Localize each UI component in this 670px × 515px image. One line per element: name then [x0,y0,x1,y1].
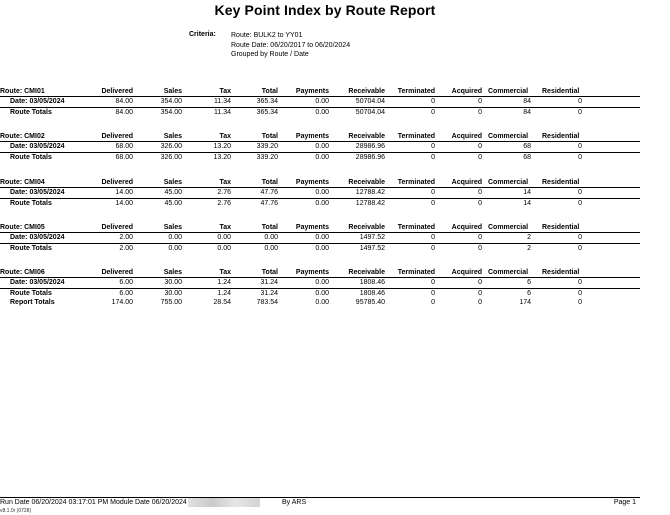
cell-residential: 0 [578,279,582,286]
cell-tax: 0.00 [217,245,231,252]
cell-acquired: 0 [478,189,482,196]
cell-acquired: 0 [478,200,482,207]
cell-delivered: 84.00 [115,109,133,116]
date-row [0,142,640,152]
header-tax: Tax [219,133,231,140]
cell-sales: 326.00 [160,154,182,161]
header-terminated: Terminated [397,224,435,231]
header-payments: Payments [295,88,329,95]
header-total: Total [261,88,278,95]
route-totals-row-label: Route Totals [10,109,52,116]
header-receivable: Receivable [348,179,385,186]
cell-acquired: 0 [478,109,482,116]
cell-delivered: 14.00 [115,200,133,207]
header-acquired: Acquired [451,133,482,140]
route-header-row-label: Route: CMI01 [0,88,45,95]
cell-tax: 11.34 [214,98,231,105]
cell-payments: 0.00 [315,234,329,241]
cell-payments: 0.00 [315,154,329,161]
header-residential: Residential [542,133,580,140]
cell-tax: 1.24 [217,290,231,297]
date-row [0,188,640,198]
cell-sales: 45.00 [164,189,182,196]
cell-delivered: 6.00 [119,290,133,297]
header-payments: Payments [295,133,329,140]
cell-acquired: 0 [478,290,482,297]
date-row-label: Date: 03/05/2024 [10,234,65,241]
date-row [0,97,640,107]
route-totals-row [0,243,640,253]
cell-tax: 0.00 [217,234,231,241]
route-block [0,132,640,162]
criteria-details [231,31,350,60]
header-delivered: Delivered [101,179,133,186]
header-tax: Tax [219,88,231,95]
header-sales: Sales [163,88,182,95]
route-header-row [0,268,640,278]
header-acquired: Acquired [451,179,482,186]
route-block [0,223,640,253]
cell-commercial: 14 [523,200,531,207]
cell-commercial: 2 [527,245,531,252]
route-block [0,268,640,308]
cell-receivable: 1808.46 [359,290,385,297]
cell-receivable: 12788.42 [355,200,385,207]
cell-sales: 0.00 [168,245,182,252]
cell-commercial: 84 [523,109,531,116]
cell-residential: 0 [578,154,582,161]
cell-total: 47.76 [260,200,278,207]
cell-receivable: 28986.96 [355,143,385,150]
cell-tax: 1.24 [217,279,231,286]
route-totals-row [0,198,640,208]
cell-total: 31.24 [260,279,278,286]
header-total: Total [261,179,278,186]
cell-total: 0.00 [264,245,278,252]
header-acquired: Acquired [451,88,482,95]
cell-sales: 354.00 [160,109,182,116]
cell-total: 0.00 [264,234,278,241]
cell-terminated: 0 [431,299,435,306]
redacted-text [188,498,260,507]
cell-total: 339.20 [256,154,278,161]
route-totals-row-label: Route Totals [10,154,52,161]
cell-sales: 354.00 [160,98,182,105]
route-header-row-label: Route: CMI06 [0,269,45,276]
cell-receivable: 95785.40 [355,299,385,306]
page-number: Page 1 [613,499,636,506]
cell-acquired: 0 [478,279,482,286]
cell-tax: 2.76 [217,200,231,207]
cell-delivered: 2.00 [119,234,133,241]
header-terminated: Terminated [397,179,435,186]
header-commercial: Commercial [488,133,529,140]
run-by: By ARS [282,499,307,506]
cell-terminated: 0 [431,143,435,150]
header-tax: Tax [219,224,231,231]
cell-acquired: 0 [478,234,482,241]
header-total: Total [261,224,278,231]
route-totals-row [0,107,640,117]
cell-commercial: 6 [527,279,531,286]
cell-receivable: 50704.04 [355,98,385,105]
route-header-row-label: Route: CMI04 [0,179,45,186]
cell-sales: 30.00 [164,279,182,286]
header-tax: Tax [219,269,231,276]
criteria-route-date: Route Date: 06/20/2017 to 06/20/2024 [231,41,351,49]
cell-residential: 0 [578,234,582,241]
date-row [0,278,640,288]
cell-receivable: 1497.52 [359,245,385,252]
header-delivered: Delivered [101,224,133,231]
header-commercial: Commercial [488,179,529,186]
cell-commercial: 84 [523,98,531,105]
date-row-label: Date: 03/05/2024 [10,143,65,150]
cell-residential: 0 [578,245,582,252]
cell-payments: 0.00 [315,279,329,286]
cell-terminated: 0 [431,200,435,207]
header-receivable: Receivable [348,133,385,140]
header-commercial: Commercial [488,224,529,231]
cell-delivered: 68.00 [115,154,133,161]
route-header-row-label: Route: CMI05 [0,224,45,231]
header-payments: Payments [295,224,329,231]
cell-residential: 0 [578,299,582,306]
report-title: Key Point Index by Route Report [214,2,436,18]
header-terminated: Terminated [397,269,435,276]
route-header-row-label: Route: CMI02 [0,133,45,140]
cell-sales: 326.00 [160,143,182,150]
cell-commercial: 2 [527,234,531,241]
cell-acquired: 0 [478,245,482,252]
header-receivable: Receivable [348,269,385,276]
report-totals-row-label: Report Totals [10,299,55,306]
header-sales: Sales [163,133,182,140]
header-terminated: Terminated [397,88,435,95]
route-block [0,87,640,117]
cell-payments: 0.00 [315,143,329,150]
header-total: Total [261,269,278,276]
cell-payments: 0.00 [315,189,329,196]
header-acquired: Acquired [451,224,482,231]
cell-payments: 0.00 [315,245,329,252]
report-totals-row [0,298,640,308]
cell-terminated: 0 [431,98,435,105]
cell-residential: 0 [578,189,582,196]
cell-tax: 11.34 [214,109,231,116]
cell-delivered: 84.00 [115,98,133,105]
header-receivable: Receivable [348,88,385,95]
header-residential: Residential [542,179,580,186]
cell-terminated: 0 [431,189,435,196]
cell-residential: 0 [578,109,582,116]
cell-sales: 0.00 [168,234,182,241]
cell-sales: 755.00 [160,299,182,306]
cell-residential: 0 [578,98,582,105]
cell-terminated: 0 [431,109,435,116]
date-row-label: Date: 03/05/2024 [10,98,65,105]
cell-commercial: 14 [523,189,531,196]
route-totals-row-label: Route Totals [10,290,52,297]
cell-sales: 30.00 [164,290,182,297]
header-payments: Payments [295,269,329,276]
date-row-label: Date: 03/05/2024 [10,279,65,286]
report-footer [0,497,640,507]
header-terminated: Terminated [397,133,435,140]
criteria-route: Route: BULK2 to YY01 [231,32,303,39]
cell-residential: 0 [578,290,582,297]
date-row [0,233,640,243]
header-sales: Sales [163,269,182,276]
cell-terminated: 0 [431,290,435,297]
cell-acquired: 0 [478,143,482,150]
cell-delivered: 6.00 [119,279,133,286]
cell-receivable: 50704.04 [355,109,385,116]
route-header-row [0,132,640,142]
cell-receivable: 1808.46 [359,279,385,286]
cell-tax: 28.54 [213,299,231,306]
cell-terminated: 0 [431,234,435,241]
cell-receivable: 1497.52 [359,234,385,241]
cell-tax: 13.20 [213,154,231,161]
cell-total: 47.76 [260,189,278,196]
header-tax: Tax [219,179,231,186]
header-total: Total [261,133,278,140]
header-delivered: Delivered [101,88,133,95]
run-date: Run Date 06/20/2024 03:17:01 PM Module Date 06/20/2024 [0,499,187,506]
header-sales: Sales [163,224,182,231]
cell-commercial: 174 [519,299,531,306]
cell-payments: 0.00 [315,299,329,306]
cell-payments: 0.00 [315,290,329,297]
header-residential: Residential [542,269,580,276]
header-commercial: Commercial [488,269,529,276]
cell-total: 339.20 [256,143,278,150]
cell-payments: 0.00 [315,109,329,116]
cell-delivered: 2.00 [119,245,133,252]
cell-delivered: 14.00 [115,189,133,196]
cell-residential: 0 [578,200,582,207]
header-delivered: Delivered [101,269,133,276]
header-residential: Residential [542,224,580,231]
cell-delivered: 174.00 [111,299,133,306]
header-payments: Payments [295,179,329,186]
date-row-label: Date: 03/05/2024 [10,189,65,196]
cell-terminated: 0 [431,245,435,252]
header-sales: Sales [163,179,182,186]
header-acquired: Acquired [451,269,482,276]
cell-acquired: 0 [478,154,482,161]
route-totals-row [0,288,640,298]
route-header-row [0,223,640,233]
route-block [0,178,640,208]
cell-payments: 0.00 [315,98,329,105]
header-residential: Residential [542,88,580,95]
cell-total: 365.34 [256,109,278,116]
criteria-label: Criteria: [189,31,216,38]
cell-commercial: 6 [527,290,531,297]
cell-acquired: 0 [478,98,482,105]
cell-residential: 0 [578,143,582,150]
criteria-grouping: Grouped by Route / Date [231,51,309,58]
route-totals-row [0,152,640,162]
header-receivable: Receivable [348,224,385,231]
cell-sales: 45.00 [164,200,182,207]
cell-payments: 0.00 [315,200,329,207]
route-totals-row-label: Route Totals [10,245,52,252]
route-header-row [0,178,640,188]
header-delivered: Delivered [101,133,133,140]
cell-commercial: 68 [523,143,531,150]
cell-total: 783.54 [256,299,278,306]
cell-total: 31.24 [260,290,278,297]
cell-terminated: 0 [431,154,435,161]
version-label: v8.1.0r (0728) [0,508,32,514]
cell-tax: 2.76 [217,189,231,196]
header-commercial: Commercial [488,88,529,95]
cell-total: 365.34 [256,98,278,105]
cell-tax: 13.20 [213,143,231,150]
cell-receivable: 28986.96 [355,154,385,161]
cell-terminated: 0 [431,279,435,286]
cell-acquired: 0 [478,299,482,306]
cell-commercial: 68 [523,154,531,161]
cell-delivered: 68.00 [115,143,133,150]
route-totals-row-label: Route Totals [10,200,52,207]
cell-receivable: 12788.42 [355,189,385,196]
route-header-row [0,87,640,97]
